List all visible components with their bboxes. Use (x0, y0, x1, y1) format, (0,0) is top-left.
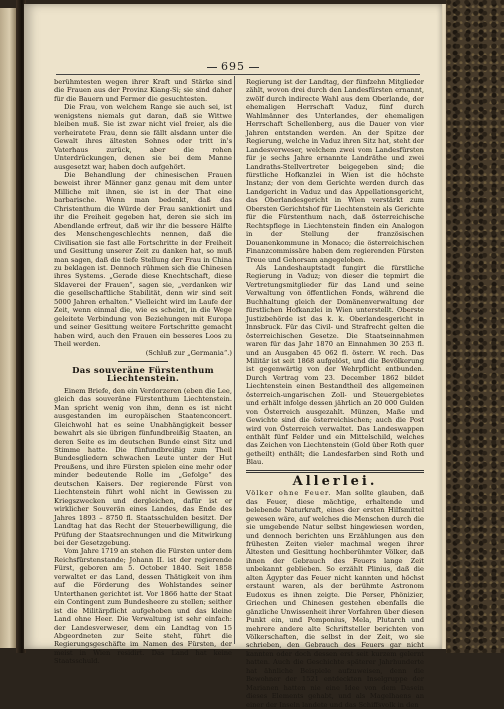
section-divider (246, 470, 424, 473)
right-column (246, 78, 424, 709)
paragraph: berühmtesten wegen ihrer Kraft und Stärke sind die Frauen aus der Provinz Kiang-Si; sie sind daher für die Bauern und Fermer die gesuchtesten. (54, 78, 232, 103)
section-divider (118, 361, 168, 362)
paragraph-text: Man sollte glauben, daß das Feuer, diese mächtige, erhaltende und belebende Naturkraft, eines der ersten Hilfsmittel gewesen wäre, auf welches die Menschen durch die sie umgebende Natur selbst hingewiesen worden, und dennoch berichten uns Erzählungen aus den frühesten Zeiten vieler machmal wegen ihrer Ältesten und Gesittung hochberühmter Völker, daß ihnen der Gebrauch des Feuers lange Zeit unbekannt geblieben. So erzählt Plinius, daß die alten Ägypter das Feuer nicht kannten und höchst erstaunt waren, als der berühmte Astronom Eudoxus es ihnen zeigte. Die Perser, Phönizier, Griechen und Chinesen gestehen ebenfalls die gänzliche Unwissenheit ihrer Vorfahren über diesen Punkt ein, und Pomponius, Mela, Plutarch und mehrere andere alte Schriftsteller berichten von Völkerschaften, die selbst in der Zeit, wo sie schrieben, den Gebrauch des Feuers gar nicht kannten oder doch dessen erst seit kurzem gelernt hatten. Auch die Geschichte späterer Jahrhunderte hat ähnliche Beispiele aufzuweisen, denn die Bewohner der 1521 entdeckten Inselgruppe der Marianen hatten nie eine Idee von dem Dasein dieses Elements gehabt, und als Magelhaens an einer der Inseln landete und das Schiffsvolk in den (246, 489, 424, 709)
paragraph: Vom Jahre 1719 an stehen die Fürsten unter dem Reichsfürstenstande; Johann II. ist der regierende Fürst, geboren am 5. October 1840. Seit 1858 verwaltet er das Land, dessen Thätigkeit von ihm auf die Förderung des Wohlstandes seiner Unterthanen gerichtet ist. Vor 1866 hatte der Staat ein Contingent zum Bundesheere zu stellen; seither ist die Militärpflicht aufgehoben und das kleine Land ohne Heer. Die Verwaltung ist sehr einfach: der Landesverweser, dem ein Landtag von 15 Abgeordneten zur Seite steht, führt die Regierungsgeschäfte im Namen des Fürsten, der meist in Wien residirt. Das Land hat keine Staatsschuld. (54, 547, 232, 666)
section-title-allerlei: Allerlei. (292, 473, 378, 489)
paragraph: Einem Briefe, den ein Verdorzeren (eben die Lee, gleich das souveräne Fürstenthum Liechtenstein. Man spricht wenig von ihm, denn es ist nicht ausgestanden im europäischen Staatenconcert. Gleichwohl hat es seine Unabhängigkeit besser bewahrt als sie übrigen fünfundbreißig Staaten, an deren Seite es im deutschen Bunde einst Sitz und Stimme hatte. Die fünfundbreißig zum Theil Bundesgliedern schwachen Leute unter der Hut Preußens, und ihre Fürsten spielen eine mehr oder minder bedeutende Rolle im „Gefolge“ des deutschen Kaisers. Der regierende Fürst von Liechtenstein führt wohl nicht in Gewissen zu Kriegszwecken und dergleichen, dafür ist er wirklicher Souverän eines Landes, das Ende des Jahres 1893 – 8750 fl. Staatsschulden besitzt. Der Landtag hat das Recht der Steuerbewilligung, die Prüfung der Staatsrechnungen und die Mitwirkung bei der Gesetzgebung. (54, 386, 233, 548)
book-cover (446, 0, 504, 653)
paragraph: Als Landeshauptstadt fungirt die fürstliche Regierung in Vaduz; von dieser die tepmirt die Vertretungsmitglieder für das Land und seine Verwaltung von öffentlichen Fonds, während die Buchhaltung gleich der Domänenverwaltung der fürstlichen Hofkanzlei in Wien unterstellt. Oberste Justizbehörde ist das k. k. Oberlandesgericht in Innsbruck. Für das Civil- und Strafrecht gelten die österreichischen Gesetze. Die Staatseinnahmen waren für das Jahr 1870 an Einnahmen 30 253 fl. und an Ausgaben 45 062 fl. österr. W. rech. Das Militär ist seit 1868 aufgelöst, und die Bevölkerung ist gegenwärtig von der Wehrpflicht entbunden. Durch Vertrag vom 23. December 1862 bildet Liechtenstein einen Bestandtheil des allgemeinen österreich-ungarischen Zoll- und Steuergebietes und erhält infolge dessen jährlich an 20 000 Gulden von Österreich ausgezahlt. Münzen, Maße und Gewichte sind die österreichischen; auch die Post wird von Österreich verwaltet. Das Landeswappen enthält fünf Felder und ein Mittelschild, welches das Zeichen von Liechtenstein (Gold über Roth quer getheilt) enthält; die Landesfarben sind Roth und Blau. (246, 263, 424, 467)
paragraph: Die Behandlung der chinesischen Frauen beweist ihrer Männer ganz genau mit dem unter Milliche mit ihnen, sie ist in der That eine barbarische. Wenn man bedenkt, daß das Christenthum die Würde der Frau sanktionirt und ihr die Freiheit gegeben hat, deren sie sich im Abendlande erfreut, daß wir ihr die bessere Hälfte des Menschengeschlechts nennen, daß die Civilisation sie fast alle Fortschritte in der Freiheit und Gesittung unserer Zeit zu danken hat, so muß man sagen, daß die tiefe Stellung der Frau in China zu beklagen ist. Dennoch rühmen sich die Chinesen ihres Systems. „Gerade diese Knechtschaft, diese Sklaverei der Frauen“, sagen sie, „verdanken wir die gesellschaftliche Stabilität, denn wir sind seit 5000 Jahren erhalten.“ Vielleicht wird im Laufe der Zeit, wenn einmal die, wie es scheint, in die Wege geleitete Verbindung von Beziehungen mit Europa und seiner Gesittung weitere Fortschritte gemacht haben wird, auch den Frauen ein besseres Loos zu Theil werden. (54, 170, 232, 349)
book-page (24, 4, 442, 709)
previous-page-edge (0, 8, 16, 648)
paragraph (246, 489, 424, 709)
paragraph: Die Frau, von welchem Range sie auch sei, ist wenigstens niemals gut daran, daß sie Wittwe bleiben muß. Sie ist zwar nicht viel freier, als die verheiratete Frau, denn sie fällt alsdann unter die Gewalt ihres ältesten Sohnes oder tritt in's Vaterhaus zurück, aber die rohen Unterdrückungen, denen sie bei dem Manne ausgesetzt war, haben doch aufgehört. (54, 103, 232, 171)
paragraph-closing: (Schluß zur „Germania“.) (145, 348, 232, 357)
page-number: 695 (24, 60, 442, 73)
section-title: Das souveräne Fürstenthum Liechtenstein. (72, 365, 214, 385)
column-divider (234, 76, 235, 644)
header-rule (56, 74, 420, 75)
left-column (54, 78, 232, 666)
sub-title: Völker ohne Feuer. (246, 489, 332, 498)
paragraph: Regierung ist der Landtag, der fünfzehn Mitglieder zählt, wovon drei durch den Landesfürsten ernannt, zwölf durch indirecte Wahl aus dem Oberlande, der ehemaligen Herrschaft Vaduz, fünf durch Wahlmänner des Unterlandes, der ehemaligen Herrschaft Schellenberg, aus die Dauer von vier Jahren entstanden werden. An der Spitze der Regierung, welche in Vaduz ihren Sitz hat, steht der Landesverweser, welchem zwei vom Landesfürsten für je sechs Jahre ernannte Landräthe und zwei Landraths-Stellvertreter beigegeben sind; die fürstliche Hofkanzlei in Wien ist die höchste Instanz; der von dem Gerichte werden durch das Landgericht in Vaduz und das Appellationsgericht, das Oberlandesgericht in Wien verstärkt zum Obersten Gerichtshof für Liechtenstein als Gerichte für die Fürstenthum nach, daß österreichische Rechtspflege in Liechtenstein finden ein Analogon in der Stellung der französischen Douanenkommune in Monaco; die österreichischen Finanzcommissäre haben dem regierenden Fürsten Treue und Gehorsam angegeloben. (246, 78, 424, 264)
